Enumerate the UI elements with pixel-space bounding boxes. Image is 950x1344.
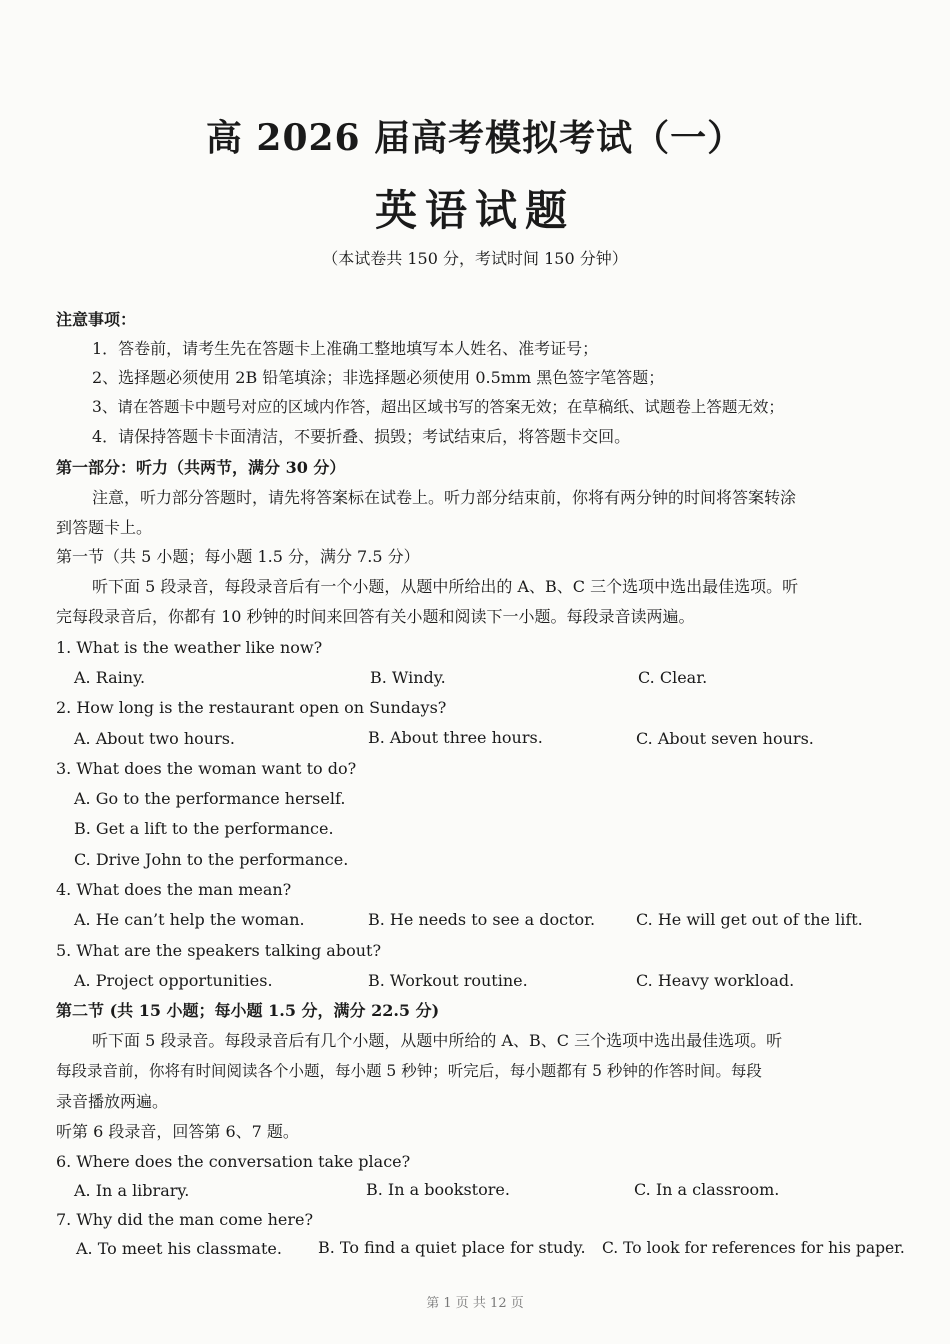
- option-a: A. In a library.: [74, 1181, 190, 1200]
- page-footer: 第 1 页 共 12 页: [426, 1296, 524, 1311]
- exam-note: （本试卷共 150 分，考试时间 150 分钟）: [322, 249, 628, 268]
- option-b: B. He needs to see a doctor.: [368, 910, 596, 929]
- question-stem: 5. What are the speakers talking about?: [56, 941, 382, 960]
- question-stem: 7. Why did the man come here?: [56, 1210, 314, 1229]
- question-stem: 2. How long is the restaurant open on Sundays?: [56, 698, 447, 717]
- option-a: A. Go to the performance herself.: [74, 789, 346, 808]
- notice-item: 2、选择题必须使用 2B 铅笔填涂；非选择题必须使用 0.5mm 黑色签字笔答题；: [92, 368, 665, 387]
- section2-instruction: 听下面 5 段录音。每段录音后有几个小题，从题中所给的 A、B、C 三个选项中选出最佳选项。听: [92, 1031, 783, 1050]
- option-c: C. Heavy workload.: [636, 971, 795, 990]
- section2-heading: 第二节 (共 15 小题；每小题 1.5 分，满分 22.5 分): [56, 1001, 440, 1020]
- question-stem: 3. What does the woman want to do?: [56, 759, 357, 778]
- option-b: B. In a bookstore.: [366, 1180, 510, 1199]
- option-c: C. About seven hours.: [636, 729, 814, 748]
- option-a: A. About two hours.: [74, 729, 236, 748]
- option-b: B. Get a lift to the performance.: [74, 819, 334, 838]
- notice-heading: 注意事项：: [56, 310, 137, 329]
- option-b: B. Workout routine.: [368, 971, 528, 990]
- option-c: C. In a classroom.: [634, 1180, 780, 1199]
- notice-item: 1．答卷前，请考生先在答题卡上准确工整地填写本人姓名、准考证号；: [92, 339, 599, 358]
- option-c: C. He will get out of the lift.: [636, 910, 863, 929]
- audio-instruction: 听第 6 段录音，回答第 6、7 题。: [56, 1122, 299, 1141]
- notice-item: 4．请保持答题卡卡面清洁，不要折叠、损毁；考试结束后，将答题卡交回。: [92, 427, 631, 446]
- option-b: B. About three hours.: [368, 728, 543, 747]
- option-a: A. He can’t help the woman.: [74, 910, 305, 929]
- exam-title: 高 2026 届高考模拟考试（一）: [205, 117, 745, 159]
- question-stem: 1. What is the weather like now?: [56, 638, 323, 657]
- section1-heading: 第一节（共 5 小题；每小题 1.5 分，满分 7.5 分）: [56, 547, 420, 566]
- question-stem: 4. What does the man mean?: [56, 880, 292, 899]
- notice-item: 3、请在答题卡中题号对应的区域内作答，超出区域书写的答案无效；在草稿纸、试题卷上答题无效；: [92, 398, 784, 416]
- exam-subject: 英语试题: [374, 186, 575, 235]
- option-b: B. To find a quiet place for study.: [318, 1238, 586, 1257]
- option-b: B. Windy.: [370, 668, 446, 687]
- question-stem: 6. Where does the conversation take place?: [56, 1152, 411, 1171]
- part1-instruction: 注意，听力部分答题时，请先将答案标在试卷上。听力部分结束前，你将有两分钟的时间将答案转涂: [92, 488, 797, 507]
- part1-heading: 第一部分：听力（共两节，满分 30 分）: [56, 458, 346, 477]
- section1-instruction: 完每段录音后，你都有 10 秒钟的时间来回答有关小题和阅读下一小题。每段录音读两遍。: [56, 607, 695, 626]
- section2-instruction: 录音播放两遍。: [56, 1092, 169, 1111]
- option-c: C. Drive John to the performance.: [74, 850, 349, 869]
- option-a: A. To meet his classmate.: [76, 1239, 282, 1258]
- part1-instruction: 到答题卡上。: [56, 518, 153, 537]
- option-a: A. Project opportunities.: [74, 971, 273, 990]
- section2-instruction: 每段录音前，你将有时间阅读各个小题，每小题 5 秒钟；听完后，每小题都有 5 秒钟的作答时间。每段: [56, 1062, 762, 1080]
- option-c: C. Clear.: [638, 668, 708, 687]
- section1-instruction: 听下面 5 段录音，每段录音后有一个小题，从题中所给出的 A、B、C 三个选项中选出最佳选项。听: [92, 577, 799, 596]
- option-c: C. To look for references for his paper.: [602, 1239, 905, 1257]
- option-a: A. Rainy.: [74, 668, 146, 687]
